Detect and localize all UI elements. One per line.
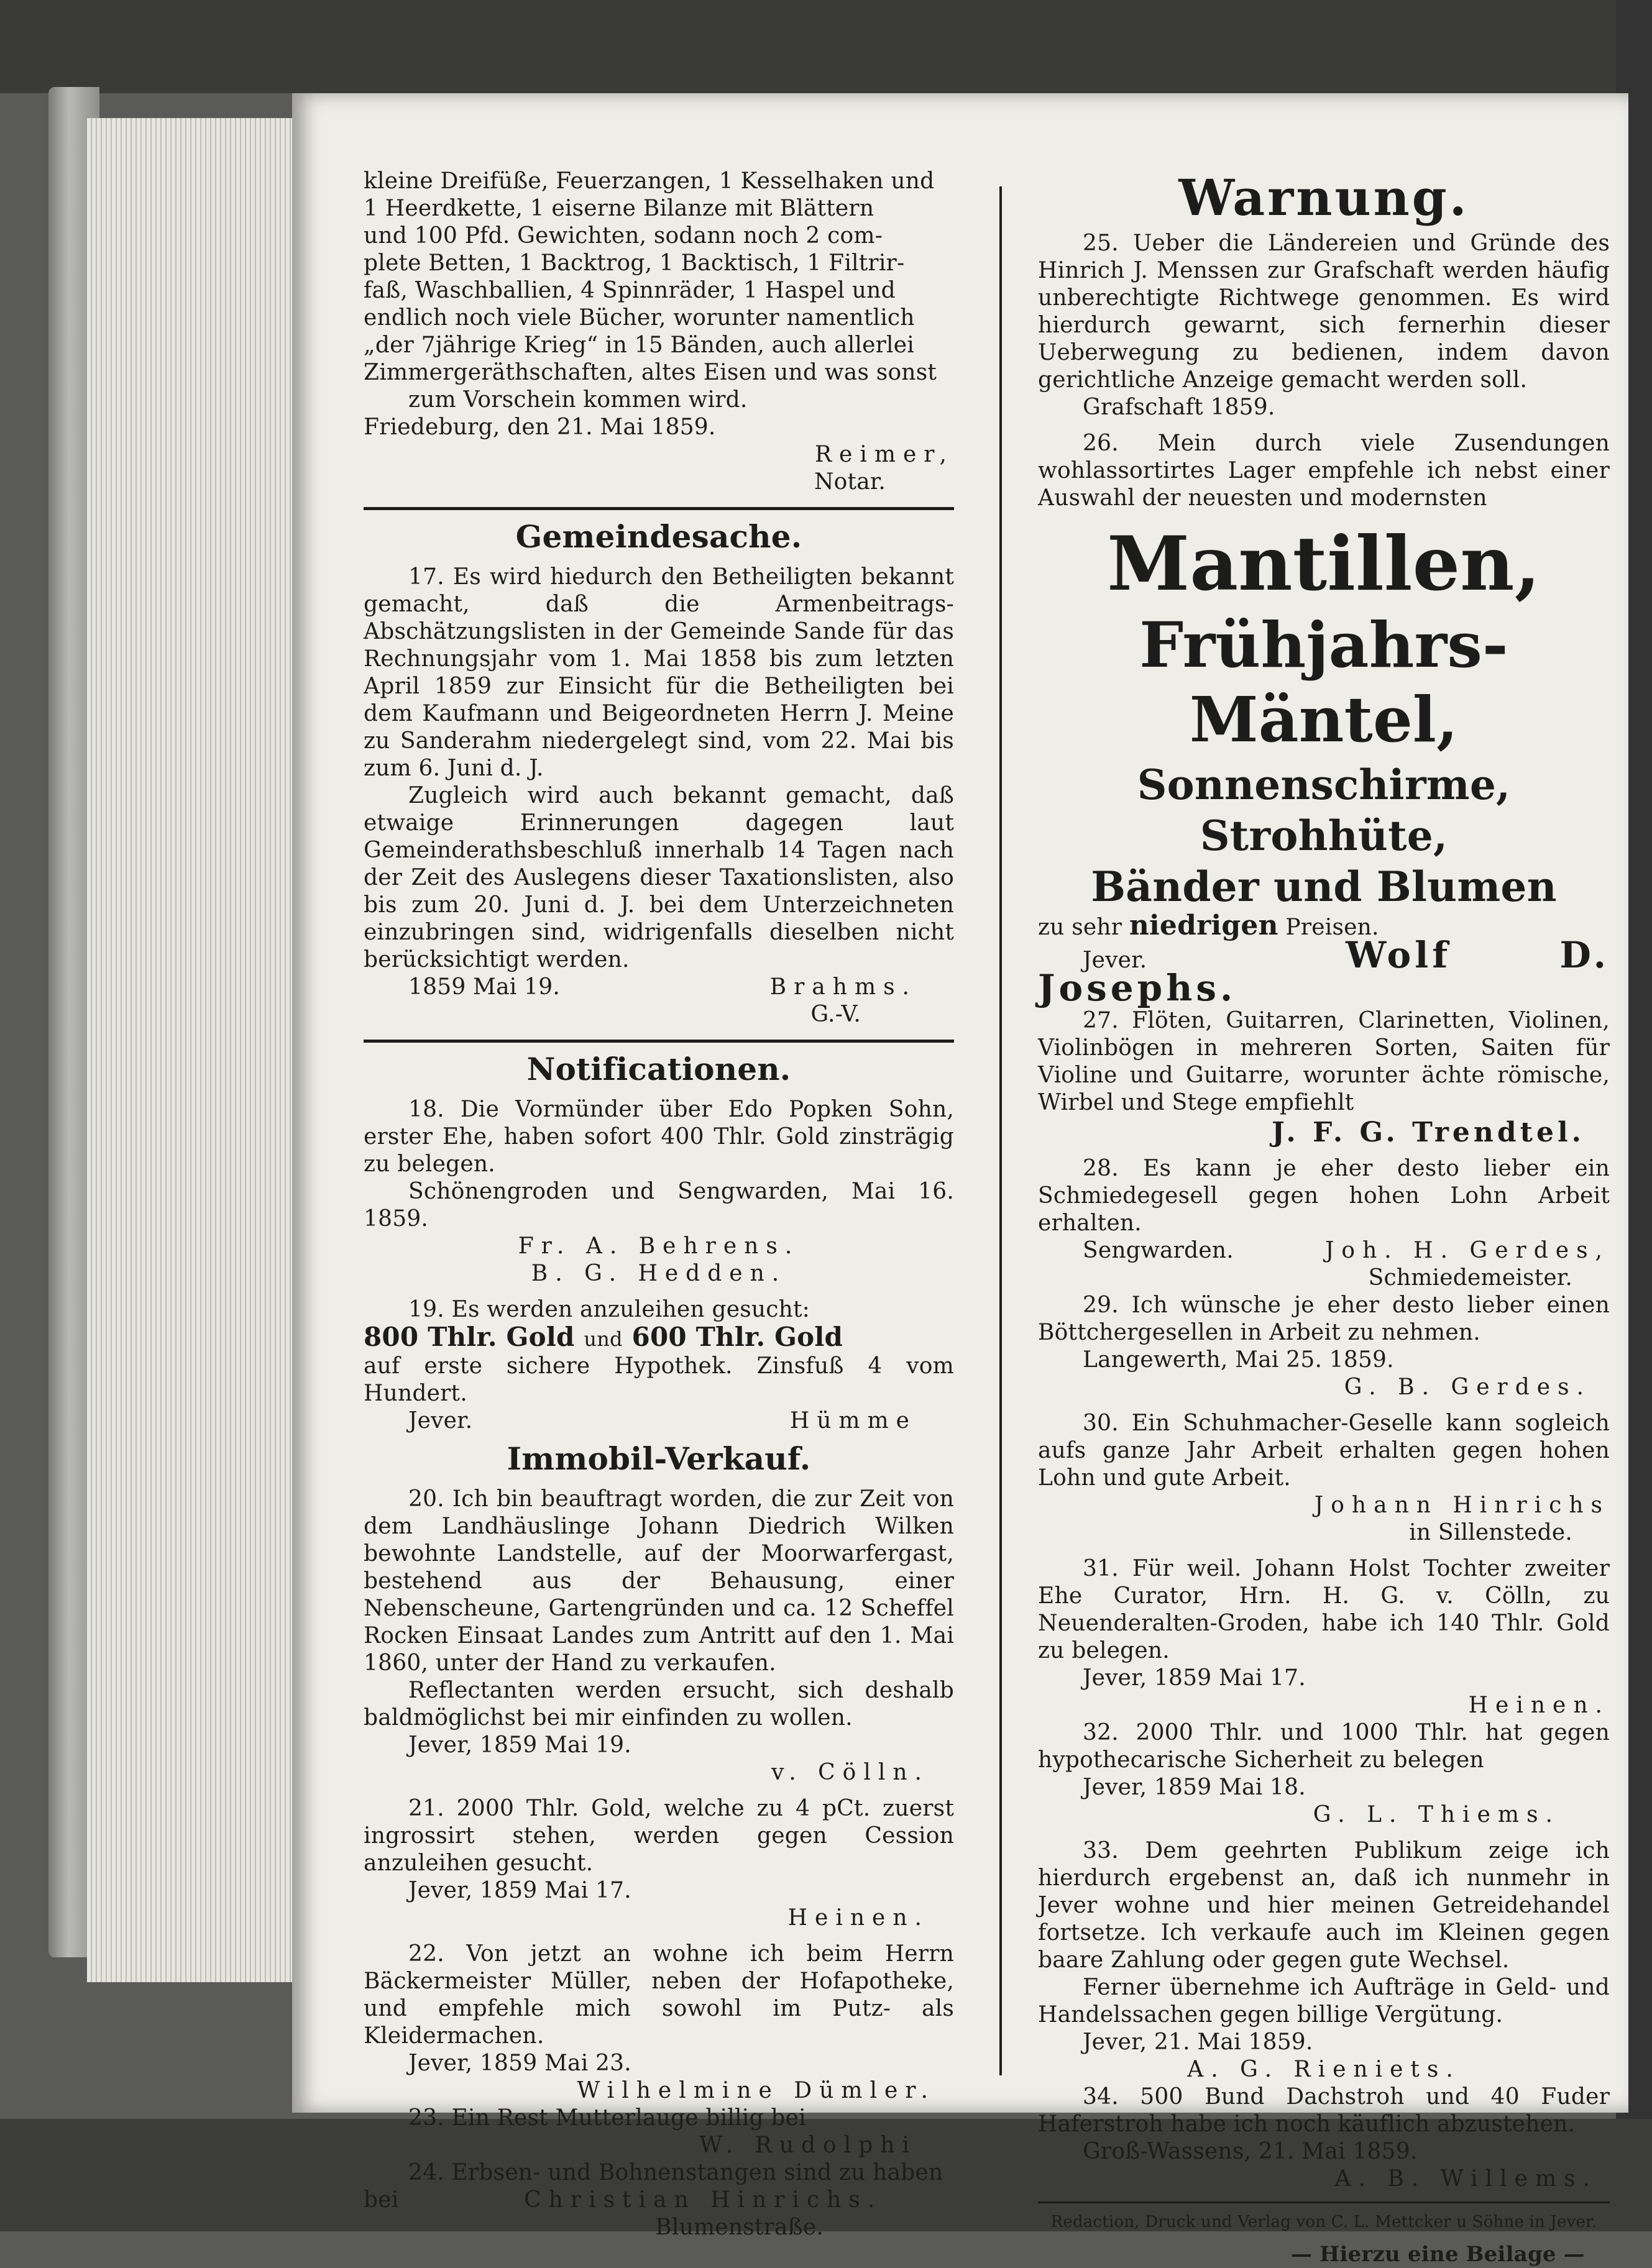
ad-place [1038,934,1610,1009]
spacer [1038,1547,1610,1555]
auction-line: faß, Waschballien, 4 Spinnräder, 1 Haspel und [364,278,896,303]
notice-17 [364,564,954,1028]
notice-23 [364,2105,954,2159]
ad-price-suffix: Preisen. [1285,915,1379,940]
notice-text: 24. Erbsen- und Bohnenstangen sind zu haben [408,2160,943,2185]
notice-21 [364,1795,954,1932]
notice-text: 31. Für weil. Johann Holst Tochter zweiter Ehe Curator, Hrn. H. G. v. Cölln, zu Neuenderalten-Groden, habe ich 140 Thlr. Gold zu belegen. [1038,1556,1610,1663]
notice-address: Blumenstraße. [655,2215,824,2240]
notice-place: Grafschaft 1859. [1083,395,1275,420]
warning-title: Warnung. [1178,168,1469,227]
notice-signature: G. B. Gerdes. [1344,1374,1591,1400]
auction-signature: Reimer, [814,442,954,467]
notice-32 [1038,1719,1610,1829]
notice-text: 27. Flöten, Guitarren, Clarinetten, Violinen, Violinbögen in mehreren Sorten, Saiten für Violine und Guitarre, worunter ächte römische, Wirbel und Stege empfiehlt [1038,1008,1610,1115]
footer-rule [1038,2202,1610,2203]
notice-text: 30. Ein Schuhmacher-Geselle kann sogleich aufs ganze Jahr Arbeit erhalten gegen hohen Lohn und gute Arbeit. [1038,1411,1610,1491]
notice-signature-title: G.-V. [810,1002,861,1027]
notice-19 [364,1296,954,1435]
auction-line: 1 Heerdkette, 1 eiserne Bilanze mit Blättern [364,196,874,221]
auction-line: „der 7jährige Krieg“ in 15 Bänden, auch allerlei [364,332,914,358]
auction-line: endlich noch viele Bücher, worunter namentlich [364,305,915,331]
loan-amount: 600 Thlr. Gold [631,1322,843,1352]
notice-text: 18. Die Vormünder über Edo Popken Sohn, erster Ehe, haben sofort 400 Thlr. Gold zinsträgig zu belegen. [364,1097,954,1177]
notice-place: Sengwarden. [1083,1238,1234,1263]
ad-price-prefix: zu sehr [1038,915,1122,940]
notice-text: Reflectanten werden ersucht, sich deshalb baldmöglichst bei mir einfinden zu wollen. [364,1678,954,1731]
notice-text: 29. Ich wünsche je eher desto lieber einen Böttchergesellen in Arbeit zu nehmen. [1038,1292,1610,1345]
ad-headline-maentel: Frühjahrs-Mäntel, [1139,608,1508,756]
notice-date: Jever, 1859 Mai 18. [1083,1775,1306,1800]
notice-signature: J. F. G. Trendtel. [1272,1117,1585,1148]
loan-amount: 800 Thlr. Gold [364,1322,575,1352]
loan-conjunction: und [584,1327,623,1351]
notice-29 [1038,1292,1610,1401]
left-column [364,168,954,2241]
notice-signature: Heinen. [787,1905,929,1931]
notice-20 [364,1486,954,1786]
notice-text: 23. Ein Rest Mutterlauge billig bei [408,2105,806,2131]
notice-26-advertisement [1038,430,1610,1007]
notice-signature: Johann Hinrichs [1314,1493,1610,1518]
notice-date: Jever, 1859 Mai 17. [408,1878,631,1903]
spacer [364,1786,954,1795]
notice-date: Groß-Wassens, 21. Mai 1859. [1083,2139,1418,2164]
notice-signature: A. B. Willems. [1334,2166,1597,2192]
notice-text: auf erste sichere Hypothek. Zinsfuß 4 vom Hundert. [364,1353,954,1406]
notice-signature: Fr. A. Behrens. [518,1233,800,1259]
column-divider [999,186,1002,2075]
notice-date: Langewerth, Mai 25. 1859. [1083,1347,1394,1373]
notice-text: Ferner übernehme ich Aufträge in Geld- und Handelssachen gegen billige Vergütung. [1038,1975,1610,2028]
notice-text: Zugleich wird auch bekannt gemacht, daß etwaige Erinnerungen dagegen laut Gemeinderathsbeschluß innerhalb 14 Tagen nach der Zeit des Auslegens dieser Taxationslisten, also bis zum 20. Juni d. J. bei dem Unterzeichneten einzubringen sind, widrigenfalls dieselben nicht berücksichtigt werden. [364,783,954,972]
notice-34 [1038,2083,1610,2193]
notice-place: Jever. [408,1408,473,1434]
section-title-immobil: Immobil-Verkauf. [507,1440,811,1477]
notice-text: 21. 2000 Thlr. Gold, welche zu 4 pCt. zuerst ingrossirt stehen, werden gegen Cession anzuleihen gesucht. [364,1796,954,1876]
ad-headline-mantillen: Mantillen, [1107,520,1541,608]
auction-notice [364,168,954,496]
right-column [1038,168,1610,2268]
section-title-notificationen: Notificationen. [526,1051,791,1087]
spacer [1038,1829,1610,1837]
notice-31 [1038,1555,1610,1719]
notice-text: 26. Mein durch viele Zusendungen wohlassortirtes Lager empfehle ich nebst einer Auswahl der neuesten und modernsten [1038,431,1610,511]
notice-signature: Hümme [789,1408,917,1434]
notice-signature: B. G. Hedden. [531,1261,787,1286]
notice-text: 17. Es wird hiedurch den Betheiligten bekannt gemacht, daß die Armenbeitrags-Abschätzungslisten in der Gemeinde Sande für das Rechnungsjahr vom 1. Mai 1858 bis zum letzten April 1859 zur Einsicht für die Betheiligten bei dem Kaufmann und Beigeordneten Herrn J. Meine zu Sanderahm niedergelegt sind, vom 22. Mai bis zum 6. Juni d. J. [364,564,954,781]
notice-signature: v. Cölln. [771,1760,929,1785]
notice-27 [1038,1007,1610,1146]
ad-firm-name: Wolf D. Josephs. [1038,934,1610,1009]
loan-amounts [364,1324,954,1353]
ad-headline-baender: Bänder und Blumen [1091,862,1557,911]
auction-signature-title: Notar. [814,469,886,495]
notice-text: 28. Es kann je eher desto lieber ein Schmiedegesell gegen hohen Lohn Arbeit erhalten. [1038,1156,1610,1236]
notice-25 [1038,230,1610,421]
auction-line: kleine Dreifüße, Feuerzangen, 1 Kesselhaken und [364,168,935,194]
notice-signature-title: Schmiedemeister. [1368,1265,1572,1291]
notice-signature: Wilhelmine Dümler. [577,2078,935,2103]
notice-text: 25. Ueber die Ländereien und Gründe des Hinrich J. Menssen zur Grafschaft werden häufig unberechtigte Richtwege genommen. Es wird hierdurch gewarnt, sich fernerhin dieser Ueberwegung zu bedienen, indem davon gerichtliche Anzeige gemacht werden soll. [1038,231,1610,393]
notice-text: 33. Dem geehrten Publikum zeige ich hierdurch ergebenst an, daß ich nunmehr in Jever wohne und hier meinen Getreidehandel fortsetze. Ich verkaufe auch im Kleinen gegen baare Zahlung oder gegen gute Wechsel. [1038,1838,1610,1973]
notice-signature: Christian Hinrichs. [524,2187,883,2213]
section-rule [364,1040,954,1043]
notice-text: 22. Von jetzt an wohne ich beim Herrn Bäckermeister Müller, neben der Hofapotheke, und empfehle mich sowohl im Putz- als Kleidermachen. [364,1941,954,2049]
notice-date: Jever, 1859 Mai 17. [1083,1665,1306,1691]
supplement-note: — Hierzu eine Beilage — [1290,2242,1585,2267]
spacer [364,1932,954,1941]
newspaper-page [292,93,1628,2267]
auction-line: plete Betten, 1 Backtrog, 1 Backtisch, 1 Filtrir- [364,250,905,276]
notice-33 [1038,1837,1610,2083]
notice-text: 32. 2000 Thlr. und 1000 Thlr. hat gegen hypothecarische Sicherheit zu belegen [1038,1720,1610,1773]
ad-place-name: Jever. [1083,948,1147,973]
notice-signature: G. L. Thiems. [1313,1802,1560,1827]
notice-22 [364,1941,954,2105]
notice-18 [364,1096,954,1287]
notice-signature: W. Rudolphi [699,2133,917,2158]
notice-30 [1038,1410,1610,1547]
spacer [1038,421,1610,430]
notice-28 [1038,1155,1610,1292]
section-title-gemeinde: Gemeindesache. [515,518,802,555]
scan-background-top [0,0,1652,93]
notice-text [364,2187,954,2214]
notice-signature: A. G. Rieniets. [1187,2057,1461,2082]
imprint: Redaction, Druck und Verlag von C. L. Mettcker u Söhne in Jever. [1050,2213,1597,2231]
notice-signature-place: in Sillenstede. [1409,1520,1572,1545]
notice-signature: Heinen. [1468,1693,1610,1718]
section-rule [364,507,954,510]
notice-preposition: bei [364,2187,399,2213]
notice-place: Schönengroden und Sengwarden, Mai 16. 1859. [364,1179,954,1232]
notice-24 [364,2159,954,2241]
notice-signature: Joh. H. Gerdes, [1325,1238,1610,1263]
notice-text: 34. 500 Bund Dachstroh und 40 Fuder Haferstroh habe ich noch käuflich abzustehen. [1038,2084,1610,2137]
notice-date: Jever, 1859 Mai 23. [408,2051,631,2076]
notice-text: 20. Ich bin beauftragt worden, die zur Zeit von dem Landhäuslinge Johann Diedrich Wilken bewohnte Landstelle, auf der Moorwarfergast, bestehend aus der Behausung, einer Nebenscheune, Gartengründen und ca. 12 Scheffel Rocken Einsaat Landes zum Antritt auf den 1. Mai 1860, unter der Hand zu verkaufen. [364,1486,954,1676]
notice-date: 1859 Mai 19. [408,974,560,1000]
auction-line: zum Vorschein kommen wird. [408,387,748,413]
page-edges [87,118,298,1982]
notice-text: 19. Es werden anzuleihen gesucht: [408,1297,810,1322]
notice-signature: Brahms. [769,974,917,1000]
ad-headline-sonnenschirme: Sonnenschirme, Strohhüte, [1137,761,1511,860]
spacer [1038,1401,1610,1410]
ad-price-emphasis: niedrigen [1129,910,1278,941]
notice-date: Jever, 21. Mai 1859. [1083,2029,1313,2055]
auction-date: Friedeburg, den 21. Mai 1859. [364,414,716,440]
notice-date: Jever, 1859 Mai 19. [408,1732,631,1758]
auction-line: Zimmergeräthschaften, altes Eisen und was sonst [364,360,937,385]
auction-line: und 100 Pfd. Gewichten, sodann noch 2 com- [364,223,883,249]
spacer [364,1287,954,1296]
